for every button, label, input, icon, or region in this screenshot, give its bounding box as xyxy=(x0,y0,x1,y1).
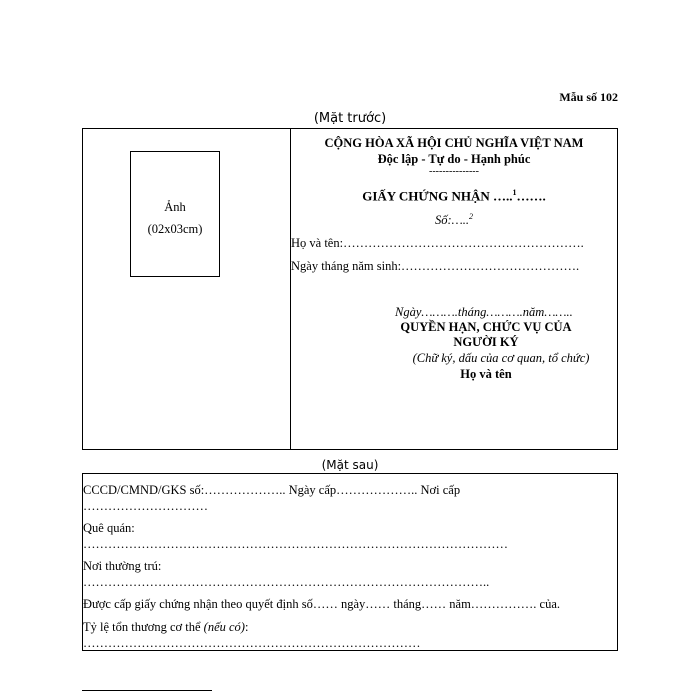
photo-size: (02x03cm) xyxy=(147,222,203,236)
document-title: GIẤY CHỨNG NHẬN …..$^1$……. xyxy=(362,188,546,204)
country-name: CỘNG HÒA XÃ HỘI CHỦ NGHĨA VIỆT NAM xyxy=(324,136,584,150)
id-card-line: CCCD/CMND/GKS số:……………….. Ngày cấp……………….. Nơi cấp xyxy=(83,483,461,497)
injury-rate-dots: ……………………………………………………………………… xyxy=(83,636,421,650)
hometown-dots: ………………………………………………………………………………………… xyxy=(83,537,508,551)
residence-dots: …………………………………………………………………………………….. xyxy=(83,575,490,589)
form-number: Mẫu số 102 xyxy=(559,90,618,104)
motto-underline: --------------- xyxy=(429,166,479,177)
front-side-card xyxy=(82,128,618,450)
back-side-card xyxy=(82,473,618,651)
id-card-line-continued: ………………………… xyxy=(83,499,208,513)
front-side-label: (Mặt trước) xyxy=(313,111,387,126)
vertical-divider xyxy=(290,129,291,449)
signer-title-1: QUYỀN HẠN, CHỨC VỤ CỦA xyxy=(400,320,572,334)
back-side-label: (Mặt sau) xyxy=(321,458,379,472)
footnote-separator xyxy=(82,690,212,691)
injury-rate-label: Tỷ lệ tổn thương cơ thể (nếu có): xyxy=(83,620,249,634)
full-name-line: Họ và tên:…………………………………………………. xyxy=(291,236,584,250)
residence-label: Nơi thường trú: xyxy=(83,559,162,573)
photo-placeholder xyxy=(130,151,220,277)
issue-date-line: Ngày……….tháng……….năm…….. xyxy=(395,305,573,319)
signature-note: (Chữ ký, dấu của cơ quan, tổ chức) xyxy=(412,351,590,365)
signer-name: Họ và tên xyxy=(460,367,512,381)
decision-line: Được cấp giấy chứng nhận theo quyết định số…… ngày…… tháng…… năm……………. của. xyxy=(83,597,561,611)
national-motto: Độc lập - Tự do - Hạnh phúc xyxy=(377,152,531,166)
photo-label: Ảnh xyxy=(164,200,186,214)
hometown-label: Quê quán: xyxy=(83,521,135,535)
document-number: Số:…..$^2$ xyxy=(434,212,474,228)
date-of-birth-line: Ngày tháng năm sinh:……………………………………. xyxy=(291,259,580,273)
signer-title-2: NGƯỜI KÝ xyxy=(453,335,519,349)
